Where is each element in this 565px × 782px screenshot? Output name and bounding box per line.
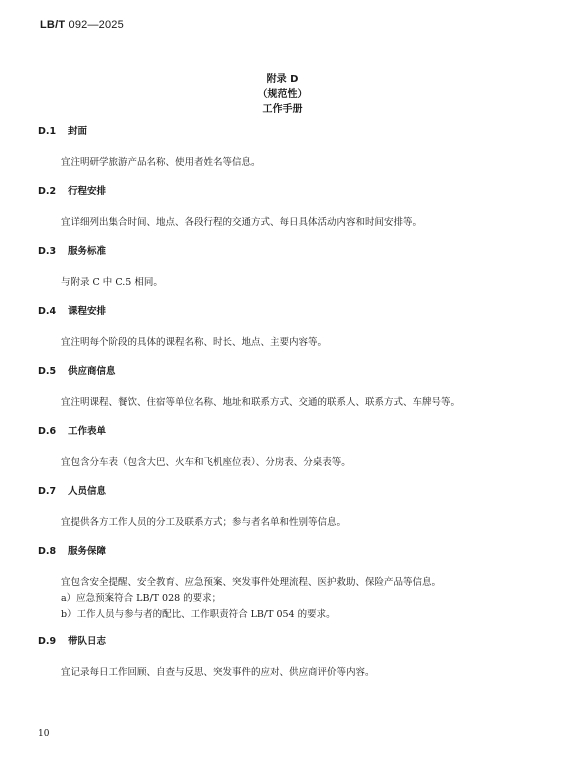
section-body: [38, 275, 527, 291]
section-number: D.3: [38, 246, 57, 257]
section-number: D.2: [38, 186, 57, 197]
section-body: [38, 515, 527, 531]
body-line: 宜包含安全提醒、安全教育、应急预案、突发事件处理流程、医护救助、保险产品等信息。: [61, 577, 442, 588]
section-heading: [38, 425, 527, 439]
section-body: [38, 665, 527, 681]
body-line: 宜注明课程、餐饮、住宿等单位名称、地址和联系方式、交通的联系人、联系方式、车牌号等。: [61, 397, 461, 408]
section-heading: [38, 185, 527, 199]
section-heading: [38, 365, 527, 379]
section-heading: [38, 245, 527, 259]
list-item-b: b）工作人员与参与者的配比、工作职责符合 LB/T 054 的要求。: [61, 609, 336, 620]
body-line: 与附录 C 中 C.5 相同。: [61, 277, 163, 288]
body-line: 宜包含分车表（包含大巴、火车和飞机座位表）、分房表、分桌表等。: [61, 457, 351, 468]
appendix-name: 工作手册: [262, 104, 303, 115]
standard-code: LB/T: [40, 19, 66, 31]
section-heading: [38, 545, 527, 559]
section-d9: [38, 635, 527, 681]
section-d1: [38, 125, 527, 171]
body-line: 宜记录每日工作回顾、自查与反思、突发事件的应对、供应商评价等内容。: [61, 667, 375, 678]
section-number: D.9: [38, 636, 57, 647]
section-number: D.5: [38, 366, 57, 377]
body-line: 宜详细列出集合时间、地点、各段行程的交通方式、每日具体活动内容和时间安排等。: [61, 217, 423, 228]
body-line: 宜注明每个阶段的具体的课程名称、时长、地点、主要内容等。: [61, 337, 328, 348]
section-heading: [38, 635, 527, 649]
section-number: D.8: [38, 546, 57, 557]
document-header: [40, 19, 124, 31]
section-d4: [38, 305, 527, 351]
section-title: 工作表单: [68, 426, 107, 437]
section-number: D.7: [38, 486, 57, 497]
appendix-label: 附录 D: [266, 74, 299, 85]
section-heading: [38, 485, 527, 499]
section-body: [38, 155, 527, 171]
section-title: 供应商信息: [68, 366, 116, 377]
section-body: [38, 395, 527, 411]
body-line: 宜提供各方工作人员的分工及联系方式；参与者名单和性别等信息。: [61, 517, 347, 528]
section-number: D.1: [38, 126, 57, 137]
section-title: 带队日志: [68, 636, 107, 647]
section-body: [38, 575, 527, 623]
section-body: [38, 455, 527, 471]
section-body: [38, 215, 527, 231]
section-d6: [38, 425, 527, 471]
appendix-nature: （规范性）: [257, 89, 308, 100]
section-title: 人员信息: [68, 486, 107, 497]
section-number: D.4: [38, 306, 57, 317]
page-number: 10: [38, 729, 50, 739]
section-heading: [38, 305, 527, 319]
section-title: 封面: [68, 126, 88, 137]
section-number: D.6: [38, 426, 57, 437]
section-title: 服务标准: [68, 246, 107, 257]
body-line: 宜注明研学旅游产品名称、使用者姓名等信息。: [61, 157, 261, 168]
section-title: 课程安排: [68, 306, 107, 317]
list-item-a: a）应急预案符合 LB/T 028 的要求；: [61, 593, 222, 604]
section-d3: [38, 245, 527, 291]
section-d7: [38, 485, 527, 531]
appendix-title-block: [0, 72, 565, 117]
section-title: 服务保障: [68, 546, 107, 557]
section-body: [38, 335, 527, 351]
section-d8: [38, 545, 527, 623]
section-d2: [38, 185, 527, 231]
section-d5: [38, 365, 527, 411]
standard-number: 092—2025: [68, 19, 124, 31]
section-title: 行程安排: [68, 186, 107, 197]
section-heading: [38, 125, 527, 139]
